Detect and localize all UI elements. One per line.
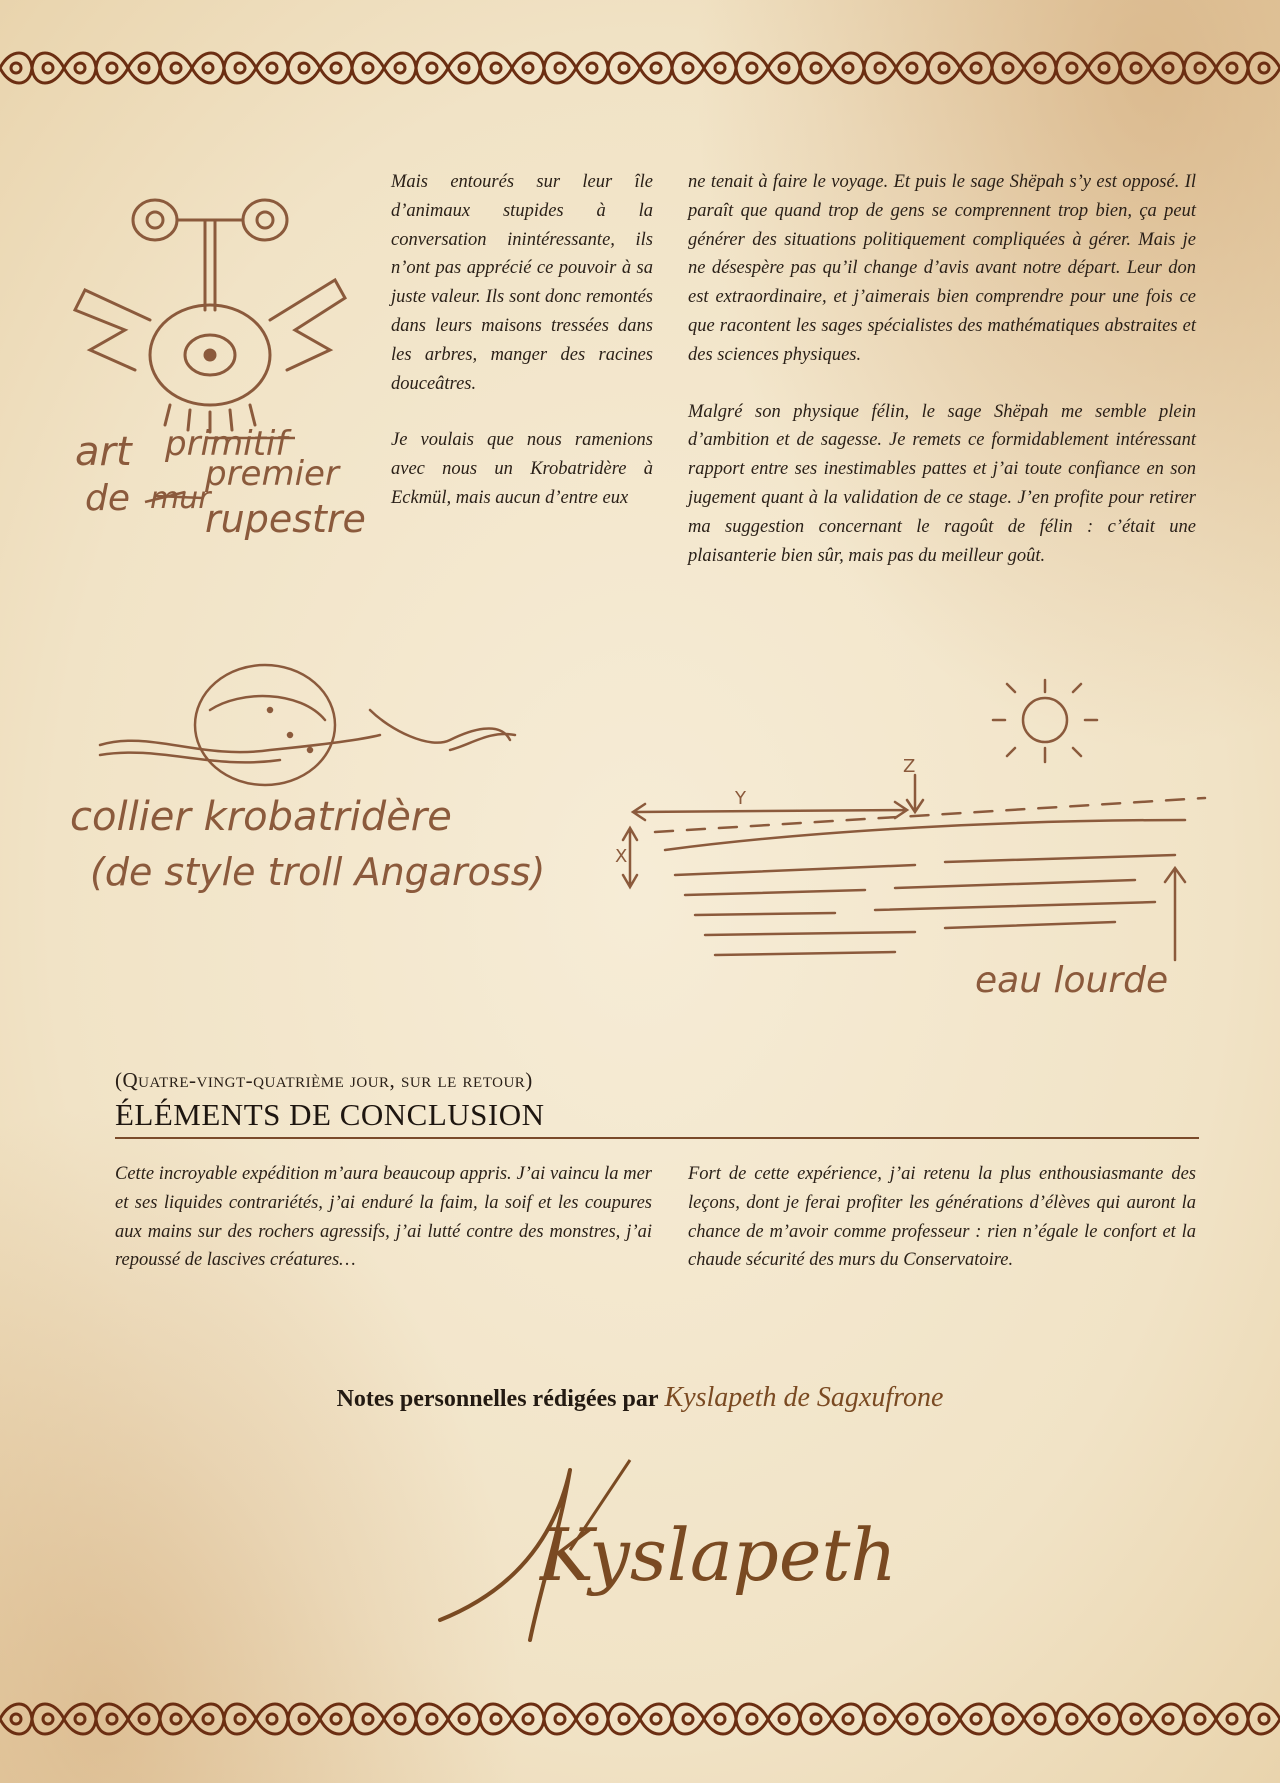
axis-label-x: X (615, 846, 628, 867)
sketch-caption: primitif (165, 424, 288, 464)
text-column-left (391, 168, 653, 541)
conclusion-column-left (115, 1160, 652, 1303)
signature-label: Notes personnelles rédigées par (336, 1386, 659, 1412)
paragraph: Cette incroyable expédition m’aura beaucoup appris. J’ai vaincu la mer et ses liquides contrariétés, j’ai enduré la faim, la soif et les coupures aux mains sur des rochers agressifs, j’ai lutté contre des monstres, j’ai repoussé de lascives créatures… (115, 1164, 652, 1271)
section-subtitle: (Quatre-vingt-quatrième jour, sur le retour) (115, 1068, 533, 1092)
text-column-right (688, 168, 1196, 598)
paragraph: Fort de cette expérience, j’ai retenu la plus enthousiasmante des leçons, dont je ferai profiter les générations d’élèves qui auront la chance de m’avoir comme professeur : rien n’égale le confort et la chaude sécurité des murs du Conservatoire. (688, 1164, 1196, 1271)
section-heading: ÉLÉMENTS DE CONCLUSION (115, 1097, 545, 1132)
necklace-sketch (70, 650, 590, 920)
paragraph: Je voulais que nous ramenions avec nous un Krobatridère à Eckmül, mais aucun d’entre eux (391, 430, 653, 508)
primitive-glyph-sketch (55, 180, 395, 560)
paragraph: Mais entourés sur leur île d’animaux stupides à la conversation inintéressante, ils n’ont pas apprécié ce pouvoir à sa juste valeur. Ils sont donc remontés dans leurs maisons tressées dans les arbres, manger des racines douceâtres. (391, 172, 653, 394)
axis-label-z: Z (903, 756, 916, 777)
sketch-caption: premier (205, 454, 339, 494)
ornamental-border-bottom (0, 1697, 1280, 1741)
conclusion-column-right (688, 1160, 1196, 1303)
handwritten-signature (430, 1450, 897, 1650)
paragraph: Malgré son physique félin, le sage Shëpah me semble plein d’ambition et de sagesse. Je remets ce formidablement intéressant rapport entre ses inestimables pattes et j’ai toute confiance en son jugement quant à la validation de ce stage. J’en profite pour retirer ma suggestion concernant le ragoût de félin : c’était une plaisanterie bien sûr, mais pas du meilleur goût. (688, 401, 1196, 566)
sketch-caption: eau lourde (975, 960, 1169, 1001)
sketch-caption: mur (150, 481, 211, 516)
author-name: Kyslapeth de Sagxufrone (664, 1382, 944, 1413)
ornamental-border-top (0, 46, 1280, 90)
heavy-water-sketch (615, 670, 1215, 1010)
sketch-caption: de (85, 478, 130, 519)
section-divider (115, 1137, 1199, 1139)
sketch-caption: (de style troll Angaross) (90, 850, 546, 894)
axis-label-y: Y (735, 788, 746, 809)
signature-line (0, 1382, 1280, 1414)
signature-text: Kyslapeth (540, 1513, 897, 1597)
sketch-caption: collier krobatridère (70, 794, 452, 840)
paragraph: ne tenait à faire le voyage. Et puis le sage Shëpah s’y est opposé. Il paraît que quand trop de gens se comprennent trop bien, ça peut générer des situations politiquement compliquées à gérer. Mais je ne désespère pas qu’il change d’avis avant notre départ. Leur don est extraordinaire, et j’aimerais bien comprendre pour une fois ce que racontent les sages spécialistes des mathématiques abstraites et des sciences physiques. (688, 172, 1196, 365)
sketch-caption: rupestre (205, 497, 366, 541)
sketch-caption: art (75, 429, 132, 475)
